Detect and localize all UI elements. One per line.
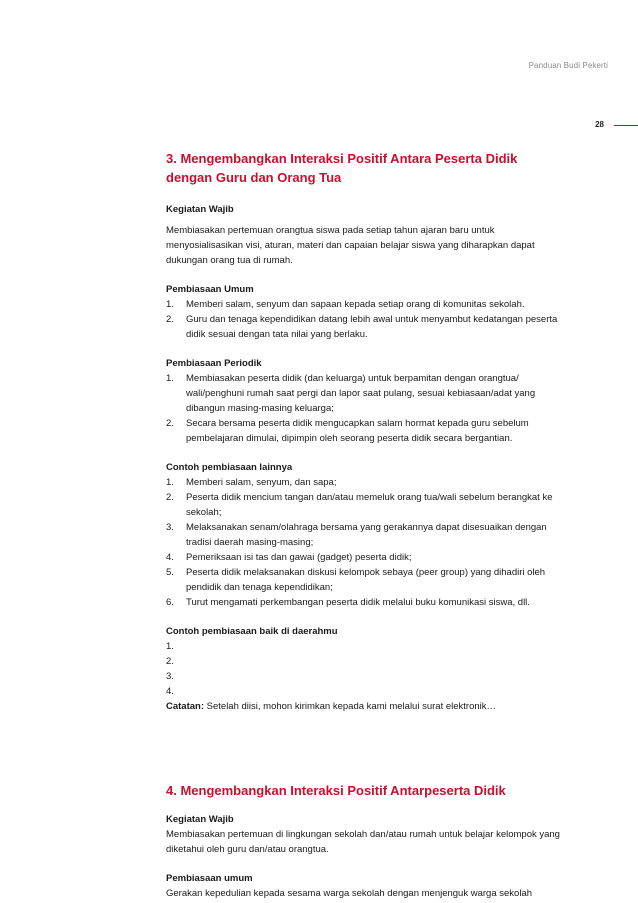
list-item [166,520,566,550]
section-3 [166,149,566,714]
page-number: 28 [595,120,604,129]
pembiasaan-periodik-heading: Pembiasaan Periodik [166,358,262,369]
section-4-title: 4. Mengembangkan Interaksi Positif Antarpeserta Didik [166,783,506,798]
list-text: Melaksanakan senam/olahraga bersama yang gerakannya dapat disesuaikan dengan tradisi daerah masing-masing; [186,522,547,548]
pembiasaan-umum-heading: Pembiasaan umum [166,873,253,884]
list-item [166,312,566,342]
list-text: Memberi salam, senyum dan sapaan kepada setiap orang di komunitas sekolah. [186,299,525,310]
list-number: 4. [166,552,174,563]
list-blank [186,684,566,699]
list-item [166,684,566,699]
list-item [166,475,566,490]
list-text: Peserta didik melaksanakan diskusi kelompok sebaya (peer group) yang dihadiri oleh pendidik dan tenaga kependidikan; [186,567,546,593]
list-number: 2. [166,314,174,325]
list-text: Membiasakan peserta didik (dan keluarga) untuk berpamitan dengan orangtua/ wali/penghuni rumah saat pergi dan lapor saat pulang, sesuai kebiasaan/adat yang dibangun masing-masing keluarga; [186,373,536,414]
catatan-text: Setelah diisi, mohon kirimkan kepada kami melalui surat elektronik… [204,701,497,712]
list-item [166,669,566,684]
pembiasaan-periodik-list [166,371,566,446]
list-text: Pemeriksaan isi tas dan gawai (gadget) peserta didik; [186,552,412,563]
list-item [166,565,566,595]
list-text: Secara bersama peserta didik mengucapkan salam hormat kepada guru sebelum pembelajaran dimulai, dipimpin oleh seorang peserta didik secara bergantian. [186,418,529,444]
page-number-rule [614,125,638,126]
list-number: 2. [166,656,174,667]
catatan-label: Catatan: [166,701,205,712]
list-text: Memberi salam, senyum, dan sapa; [186,477,337,488]
list-number: 2. [166,418,174,429]
list-item [166,297,566,312]
list-item [166,639,566,654]
list-number: 2. [166,492,174,503]
contoh-lainnya-heading: Contoh pembiasaan lainnya [166,462,293,473]
pembiasaan-umum-list [166,297,566,342]
list-item [166,550,566,565]
catatan-note [166,699,566,714]
pembiasaan-umum-heading: Pembiasaan Umum [166,284,254,295]
contoh-daerah-heading: Contoh pembiasaan baik di daerahmu [166,626,338,637]
kegiatan-wajib-heading: Kegiatan Wajib [166,204,234,215]
list-text: Turut mengamati perkembangan peserta didik melalui buku komunikasi siswa, dll. [186,597,530,608]
list-item [166,654,566,669]
kegiatan-wajib-text: Membiasakan pertemuan di lingkungan sekolah dan/atau rumah untuk belajar kelompok yang diketahui oleh guru dan/atau orangtua. [166,829,560,855]
list-item [166,595,566,610]
contoh-daerah-list [166,639,566,699]
list-text: Guru dan tenaga kependidikan datang lebih awal untuk menyambut kedatangan peserta didik sesuai dengan tata nilai yang berlaku. [186,314,558,340]
pembiasaan-umum-text: Gerakan kepedulian kepada sesama warga sekolah dengan menjenguk warga sekolah [166,888,532,899]
kegiatan-wajib-text: Membiasakan pertemuan orangtua siswa pada setiap tahun ajaran baru untuk menyosialisasikan visi, aturan, materi dan capaian belajar siswa yang diharapkan dapat dukungan orang tua di rumah. [166,225,535,266]
list-blank [186,654,566,669]
running-head: Panduan Budi Pekerti [528,61,608,70]
list-number: 1. [166,299,174,310]
list-item [166,490,566,520]
page-content [166,149,566,901]
list-number: 1. [166,477,174,488]
kegiatan-wajib-heading: Kegiatan Wajib [166,814,234,825]
list-number: 5. [166,567,174,578]
list-item [166,416,566,446]
list-item [166,371,566,416]
list-number: 3. [166,671,174,682]
section-3-title: 3. Mengembangkan Interaksi Positif Antara Peserta Didik dengan Guru dan Orang Tua [166,151,518,185]
section-4 [166,781,566,901]
list-blank [186,669,566,684]
list-number: 1. [166,373,174,384]
list-number: 3. [166,522,174,533]
list-blank [186,639,566,654]
list-number: 4. [166,686,174,697]
list-text: Peserta didik mencium tangan dan/atau memeluk orang tua/wali sebelum berangkat ke sekolah; [186,492,553,518]
list-number: 6. [166,597,174,608]
contoh-lainnya-list [166,475,566,610]
list-number: 1. [166,641,174,652]
